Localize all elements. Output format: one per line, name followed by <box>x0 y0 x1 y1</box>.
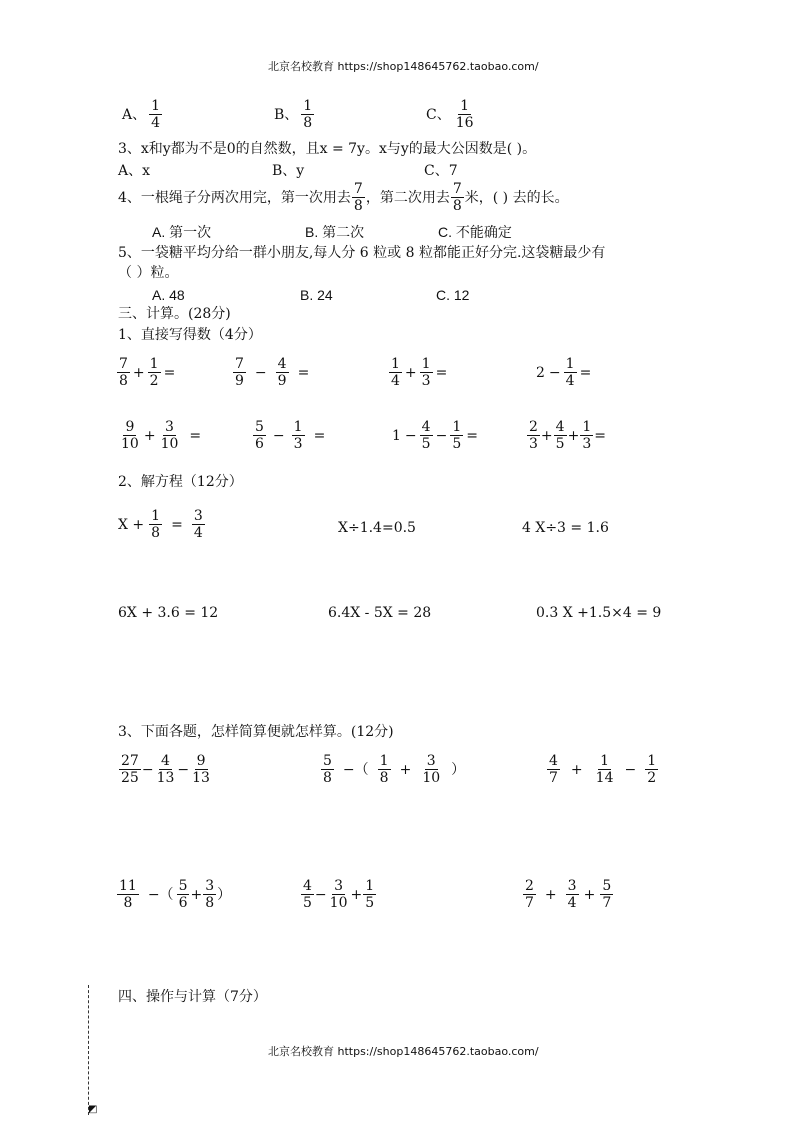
margin-mark-icon: ◩ <box>88 1104 98 1115</box>
q5-line2: （ ）粒。 <box>118 265 179 281</box>
q5-line1: 5、一袋糖平均分给一群小朋友,每人分 6 粒或 8 粒都能正好分完.这袋糖最少有 <box>118 245 606 261</box>
mental-calc-7: 1 − $\frac{4}{5}$ − $\frac{1}{5}$ = <box>392 419 478 452</box>
equation-4: 6X + 3.6 = 12 <box>118 605 219 621</box>
binding-margin-line <box>88 985 89 1115</box>
page-header: 北京名校教育 https://shop148645762.taobao.com/ <box>268 60 539 73</box>
q5-option-a: A. 48 <box>152 287 185 303</box>
section-4-title: 四、操作与计算（7分） <box>118 989 267 1005</box>
fraction: $\frac{7}{8}$ <box>353 181 363 214</box>
q2-option-b: B、 $\frac{1}{8}$ <box>274 98 313 131</box>
page-footer: 北京名校教育 https://shop148645762.taobao.com/ <box>268 1045 539 1058</box>
simplify-calc-5: $\frac{4}{5}$ − $\frac{3}{10}$ + $\frac{1}{5}$ <box>303 878 375 911</box>
section-3-title: 三、计算。(28分) <box>118 306 231 322</box>
mental-calc-1: $\frac{7}{8}$ + $\frac{1}{2}$ = <box>119 356 176 389</box>
fraction: $\frac{7}{8}$ <box>452 181 462 214</box>
mental-calc-4: 2 − $\frac{1}{4}$ = <box>536 356 592 389</box>
q4-option-b: B. 第二次 <box>305 224 365 240</box>
simplify-calc-2: $\frac{5}{8}$ −（ $\frac{1}{8}$ + $\frac{3}{10}$ ） <box>323 753 466 786</box>
part-2-title: 2、解方程（12分） <box>118 474 243 490</box>
simplify-calc-1: $\frac{27}{25}$ − $\frac{4}{13}$ − $\frac{9}{13}$ <box>121 753 210 786</box>
fraction: $\frac{1}{4}$ <box>151 98 161 131</box>
q5-option-c: C. 12 <box>436 287 470 303</box>
q5-option-b: B. 24 <box>300 287 333 303</box>
fraction: $\frac{1}{8}$ <box>303 98 313 131</box>
mental-calc-6: $\frac{5}{6}$ − $\frac{1}{3}$ = <box>255 419 326 452</box>
q3-text: 3、x和y都为不是0的自然数，且x = 7y。x与y的最大公因数是( )。 <box>118 141 537 157</box>
part-1-title: 1、直接写得数（4分） <box>118 327 262 343</box>
mental-calc-2: $\frac{7}{9}$ − $\frac{4}{9}$ = <box>235 356 310 389</box>
simplify-calc-4: $\frac{11}{8}$ −（ $\frac{5}{6}$ + $\frac{3}{8}$ ） <box>119 878 232 911</box>
mental-calc-8: $\frac{2}{3}$ + $\frac{4}{5}$ + $\frac{1}{3}$ = <box>529 419 606 452</box>
q4-text: 4、一根绳子分两次用完，第一次用去 $\frac{7}{8}$ ，第二次用去 $\frac{7}{8}$ 米，( ) 去的长。 <box>118 181 569 214</box>
q3-option-c: C、7 <box>424 163 458 179</box>
q2-option-a: A、 $\frac{1}{4}$ <box>122 98 161 131</box>
q4-option-c: C. 不能确定 <box>438 224 512 240</box>
equation-6: 0.3 X +1.5×4 = 9 <box>536 605 662 621</box>
part-3-title: 3、下面各题，怎样简算便就怎样算。(12分) <box>118 724 394 740</box>
q4-option-a: A. 第一次 <box>152 224 212 240</box>
equation-2: X÷1.4=0.5 <box>338 520 416 536</box>
q3-option-b: B、y <box>272 163 305 179</box>
equation-5: 6.4X - 5X = 28 <box>328 605 432 621</box>
equation-3: 4 X÷3 = 1.6 <box>522 520 609 536</box>
simplify-calc-3: $\frac{4}{7}$ + $\frac{1}{14}$ − $\frac{1}{2}$ <box>549 753 657 786</box>
mental-calc-5: $\frac{9}{10}$ + $\frac{3}{10}$ = <box>121 419 202 452</box>
simplify-calc-6: $\frac{2}{7}$ + $\frac{3}{4}$ + $\frac{5}{7}$ <box>525 878 612 911</box>
equation-1: X + $\frac{1}{8}$ = $\frac{3}{4}$ <box>118 508 203 541</box>
q2-option-c: C、 $\frac{1}{16}$ <box>426 98 474 131</box>
fraction: $\frac{1}{16}$ <box>455 98 474 131</box>
q3-option-a: A、x <box>118 163 151 179</box>
mental-calc-3: $\frac{1}{4}$ + $\frac{1}{3}$ = <box>391 356 448 389</box>
